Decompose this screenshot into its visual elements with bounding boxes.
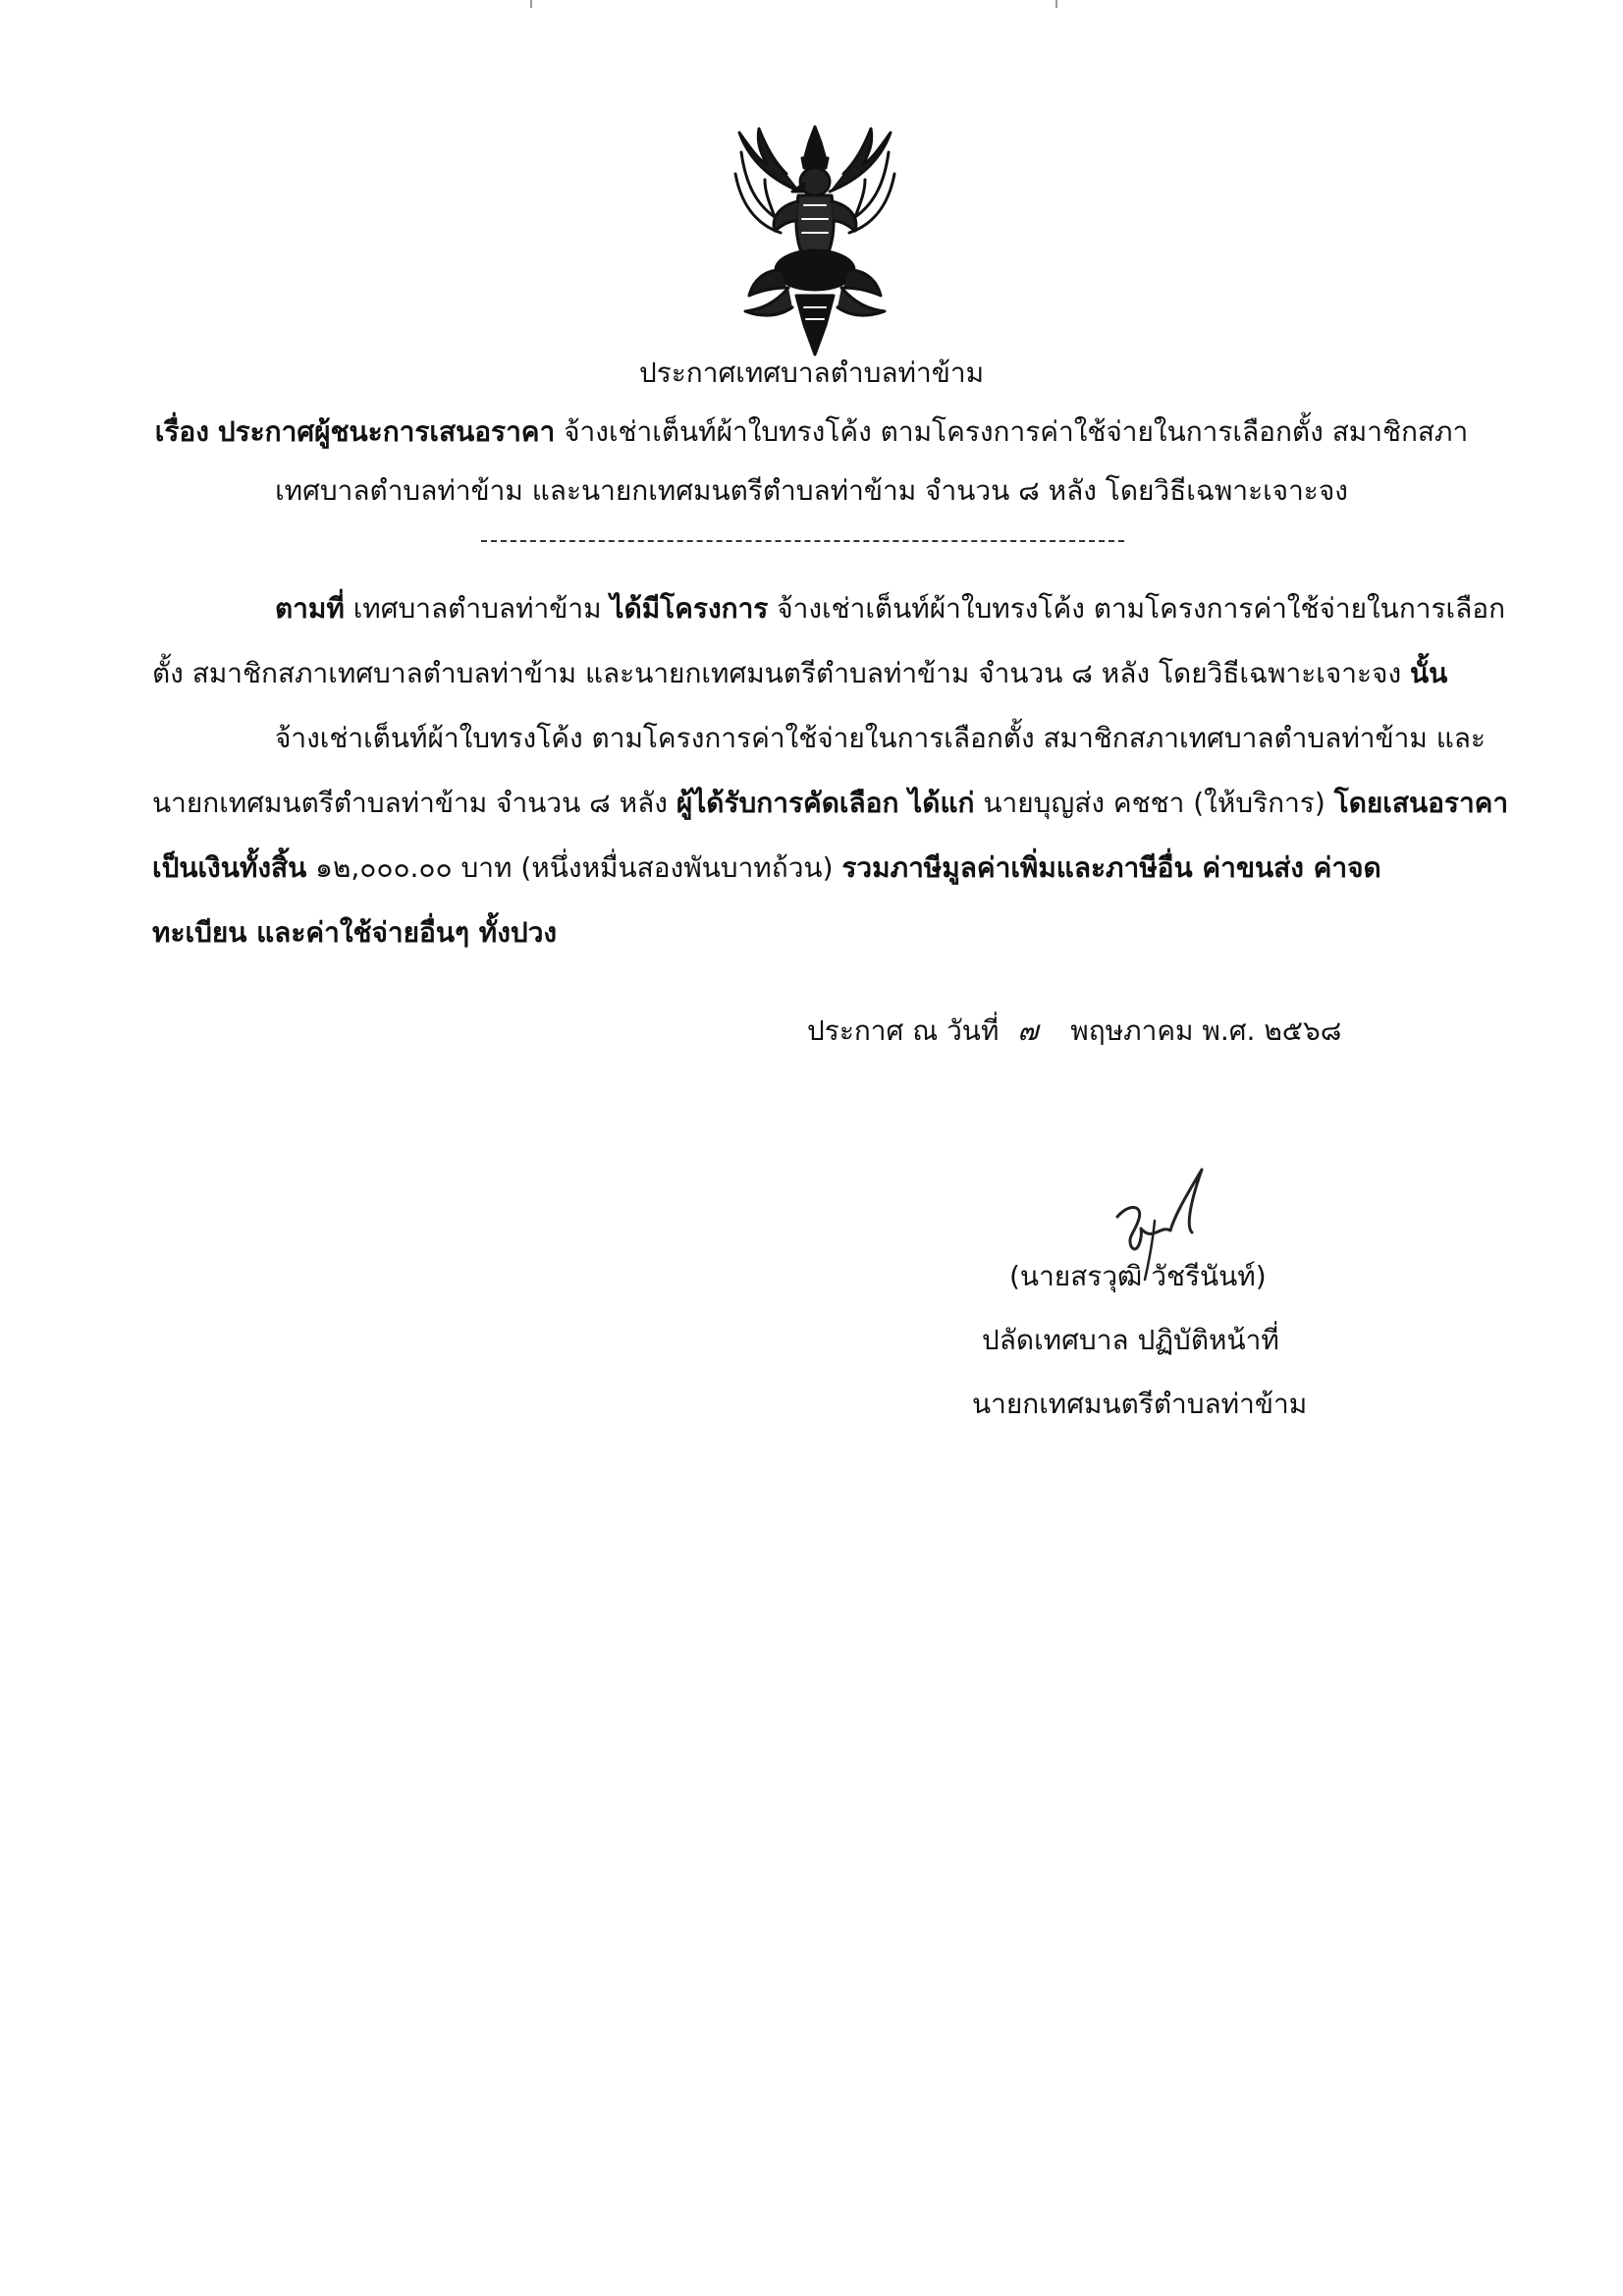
date-prefix: ประกาศ ณ วันที่ (807, 1014, 1000, 1047)
date-month-year: พฤษภาคม พ.ศ. ๒๕๖๘ (1070, 1014, 1342, 1047)
subject-heading: ประกาศผู้ชนะการเสนอราคา (217, 415, 556, 448)
subject-text: จ้างเช่าเต็นท์ผ้าใบทรงโค้ง ตามโครงการค่าใช้จ่ายในการเลือกตั้ง สมาชิกสภา (555, 415, 1469, 448)
para2-text-3: ๑๒,๐๐๐.๐๐ บาท (หนึ่งหมื่นสองพันบาทถ้วน) (306, 851, 842, 884)
separator-line (481, 540, 1124, 542)
para1-line1 (275, 589, 1505, 629)
para2-line1: จ้างเช่าเต็นท์ผ้าใบทรงโค้ง ตามโครงการค่าใช้จ่ายในการเลือกตั้ง สมาชิกสภาเทศบาลตำบลท่าข้าม และ (275, 722, 1486, 754)
para1-bold-3: นั้น (1410, 657, 1448, 689)
date-day: ๗ (1017, 1014, 1039, 1047)
scan-speck (1055, 0, 1057, 8)
para2-text-1: นายกเทศมนตรีตำบลท่าข้าม จำนวน ๘ หลัง (152, 787, 676, 819)
para2-bold-4: รวมภาษีมูลค่าเพิ่มและภาษีอื่น ค่าขนส่ง ค่าจด (841, 851, 1381, 884)
para2-line4 (152, 913, 557, 953)
para1-line2 (152, 654, 1447, 693)
para2-bold-3: เป็นเงินทั้งสิ้น (152, 851, 307, 884)
para1-text-2: จ้างเช่าเต็นท์ผ้าใบทรงโค้ง ตามโครงการค่าใช้จ่ายในการเลือก (768, 592, 1506, 625)
subject-line-1 (0, 412, 1623, 452)
para2-line3 (152, 848, 1381, 888)
signer-position-2: นายกเทศมนตรีตำบลท่าข้าม (972, 1388, 1308, 1420)
para2-bold-5: ทะเบียน และค่าใช้จ่ายอื่นๆ ทั้งปวง (152, 916, 558, 949)
para2-text-2: นายบุญส่ง คชชา (ให้บริการ) (974, 787, 1334, 819)
signer-name: (นายสรวุฒิ วัชรีนันท์) (1009, 1260, 1267, 1292)
para2-line2 (152, 784, 1508, 823)
para1-bold-1: ตามที่ (275, 592, 345, 625)
subject-label: เรื่อง (154, 415, 209, 448)
signer-position-1: ปลัดเทศบาล ปฏิบัติหน้าที่ (982, 1324, 1279, 1356)
para1-text-1: เทศบาลตำบลท่าข้าม (344, 592, 611, 625)
document-title: ประกาศเทศบาลตำบลท่าข้าม (638, 356, 985, 389)
subject-line-2: เทศบาลตำบลท่าข้าม และนายกเทศมนตรีตำบลท่าข้าม จำนวน ๘ หลัง โดยวิธีเฉพาะเจาะจง (275, 474, 1348, 507)
para2-bold-1: ผู้ได้รับการคัดเลือก ได้แก่ (676, 787, 975, 819)
announcement-date (807, 1011, 1341, 1051)
scan-speck (530, 0, 532, 8)
para2-bold-2: โดยเสนอราคา (1333, 787, 1509, 819)
para1-text-3: ตั้ง สมาชิกสภาเทศบาลตำบลท่าข้าม และนายกเทศมนตรีตำบลท่าข้าม จำนวน ๘ หลัง โดยวิธีเฉพาะเจาะจง (152, 657, 1411, 689)
para1-bold-2: ได้มีโครงการ (610, 592, 769, 625)
garuda-emblem-icon (731, 123, 898, 358)
